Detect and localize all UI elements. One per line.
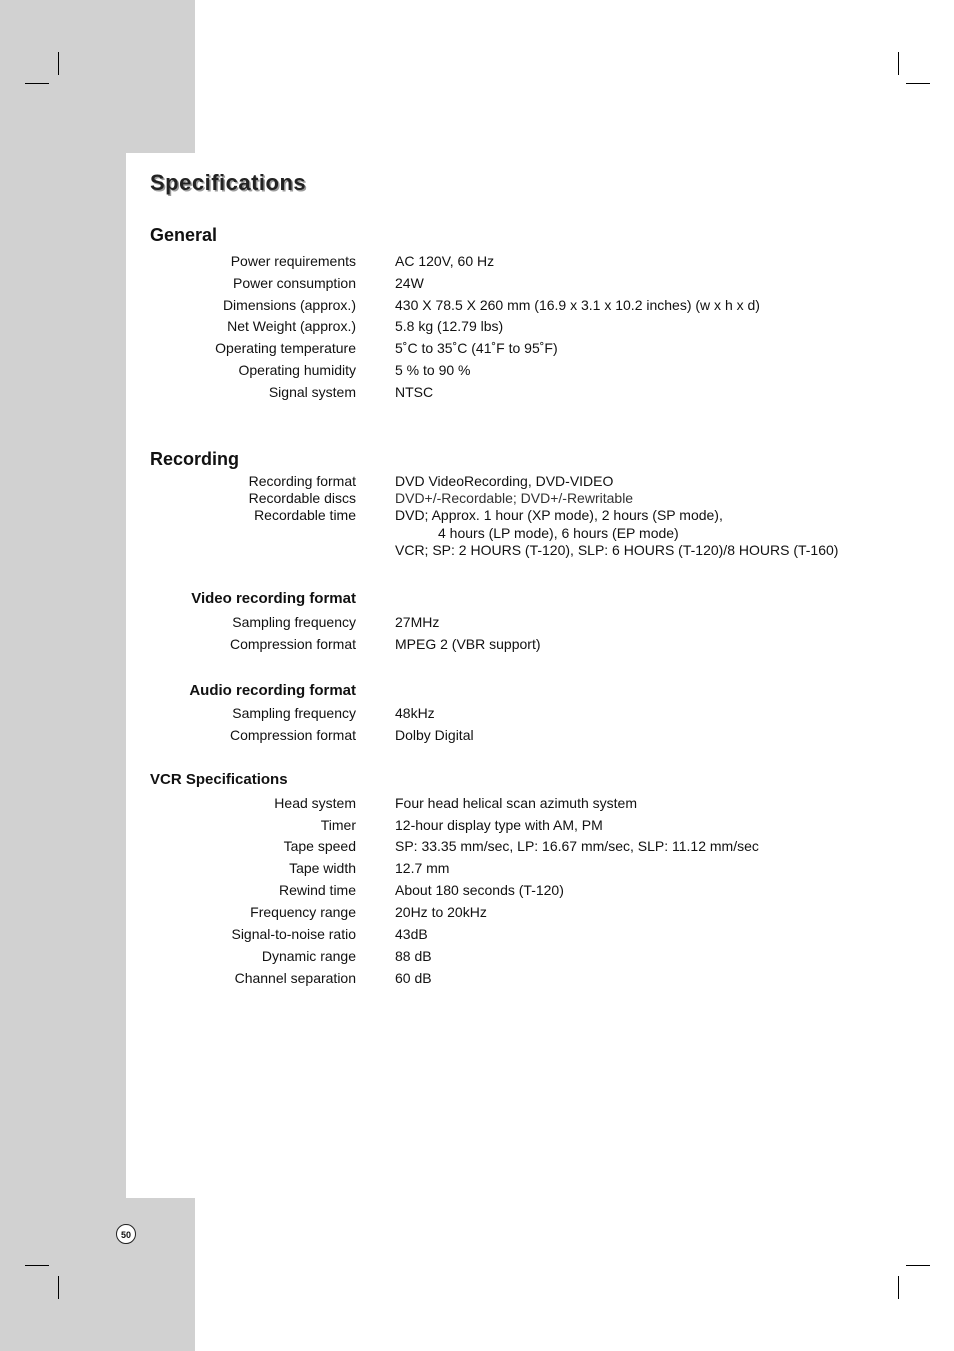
spec-value: DVD+/-Recordable; DVD+/-Rewritable (395, 490, 634, 506)
page-title: Specifications (150, 170, 307, 195)
crop-mark (25, 83, 49, 84)
spec-value: NTSC (395, 384, 434, 400)
spec-value: 5.8 kg (12.79 lbs) (395, 318, 504, 334)
spec-label: Compression format (229, 636, 356, 652)
spec-value: 48kHz (395, 705, 435, 721)
spec-label: Dimensions (approx.) (222, 297, 356, 313)
spec-label: Tape width (289, 860, 356, 876)
spec-value: 43dB (395, 926, 428, 942)
spec-label: Dynamic range (261, 948, 356, 964)
spec-label: Frequency range (250, 904, 356, 920)
spec-label: Signal system (268, 384, 356, 400)
margin-band-left (0, 153, 126, 1198)
spec-value: 20Hz to 20kHz (395, 904, 487, 920)
crop-mark (25, 1265, 49, 1266)
spec-label: Sampling frequency (232, 705, 356, 721)
spec-value: Dolby Digital (395, 727, 474, 743)
spec-label: Recordable time (254, 507, 356, 523)
spec-value: 12.7 mm (395, 860, 450, 876)
crop-mark (898, 1276, 899, 1299)
spec-label: Compression format (229, 727, 356, 743)
spec-value: DVD VideoRecording, DVD-VIDEO (395, 473, 614, 489)
spec-value: 5˚C to 35˚C (41˚F to 95˚F) (395, 340, 558, 356)
subsection-label: Audio recording format (189, 682, 356, 699)
page-number: 50 (116, 1224, 136, 1244)
margin-band-top (0, 0, 195, 153)
subsection-label: Video recording format (191, 590, 356, 607)
spec-label: Power consumption (233, 275, 356, 291)
spec-value: Four head helical scan azimuth system (395, 795, 637, 811)
crop-mark (906, 83, 930, 84)
spec-label: Net Weight (approx.) (227, 318, 356, 334)
spec-value: 4 hours (LP mode), 6 hours (EP mode) (438, 525, 679, 541)
spec-value: DVD; Approx. 1 hour (XP mode), 2 hours (SP mode), (395, 507, 723, 523)
section-heading-vcr: VCR Specifications (150, 771, 288, 788)
spec-label: Head system (274, 795, 356, 811)
spec-value: 27MHz (395, 614, 440, 630)
crop-mark (906, 1265, 930, 1266)
spec-value: AC 120V, 60 Hz (395, 253, 495, 269)
spec-value: 24W (395, 275, 424, 291)
spec-label: Tape speed (283, 838, 356, 854)
spec-label: Timer (320, 817, 356, 833)
crop-mark (58, 1276, 59, 1299)
crop-mark (898, 52, 899, 75)
section-heading-general: General (150, 225, 218, 245)
margin-band-bottom (0, 1198, 195, 1351)
spec-value: SP: 33.35 mm/sec, LP: 16.67 mm/sec, SLP: 11.12 mm/sec (395, 838, 759, 854)
spec-value: MPEG 2 (VBR support) (395, 636, 541, 652)
spec-label: Sampling frequency (232, 614, 356, 630)
spec-label: Signal-to-noise ratio (231, 926, 356, 942)
spec-label: Recording format (248, 473, 356, 489)
spec-label: Channel separation (234, 970, 356, 986)
section-heading-recording: Recording (150, 449, 240, 469)
spec-value: 88 dB (395, 948, 432, 964)
spec-value: VCR; SP: 2 HOURS (T-120), SLP: 6 HOURS (T-120)/8 HOURS (T-160) (395, 542, 839, 558)
spec-label: Rewind time (278, 882, 356, 898)
spec-label: Operating humidity (238, 362, 356, 378)
spec-label: Recordable discs (248, 490, 356, 506)
crop-mark (58, 52, 59, 75)
spec-value: 430 X 78.5 X 260 mm (16.9 x 3.1 x 10.2 inches) (w x h x d) (395, 297, 760, 313)
spec-label: Operating temperature (215, 340, 356, 356)
spec-value: 12-hour display type with AM, PM (395, 817, 603, 833)
spec-value: 5 % to 90 % (395, 362, 471, 378)
spec-value: 60 dB (395, 970, 432, 986)
spec-label: Power requirements (230, 253, 356, 269)
spec-value: About 180 seconds (T-120) (395, 882, 564, 898)
